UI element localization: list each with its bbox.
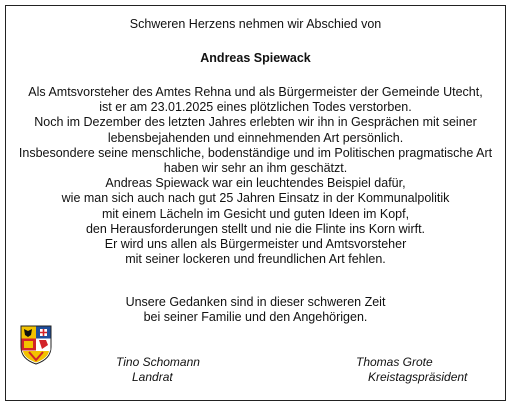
tribute-line: lebensbejahenden und einnehmenden Art persönlich. [107,130,404,145]
coat-of-arms-icon [20,325,52,365]
tribute-line: Insbesondere seine menschliche, bodenständige und im Politischen pragmatische Art [18,145,493,160]
tribute-line: ist er am 23.01.2025 eines plötzlichen Todes verstorben. [99,100,412,115]
tribute-line: Als Amtsvorsteher des Amtes Rehna und als Bürgermeister der Gemeinde Utecht, [28,85,483,99]
intro-line: Schweren Herzens nehmen wir Abschied von [129,17,382,31]
signature-kreistagspraesident [356,355,467,385]
tribute-line: Andreas Spiewack war ein leuchtendes Beispiel dafür, [105,176,406,191]
tribute-line: mit einem Lächeln im Gesicht und guten Ideen im Kopf, [101,206,410,221]
signatory-name: Thomas Grote [356,355,433,369]
tribute-line: den Herausforderungen stellt und nie die Flinte ins Korn wirft. [85,221,426,236]
tribute-line: Er wird uns allen als Bürgermeister und Amtsvorsteher [104,237,407,252]
deceased-name: Andreas Spiewack [200,51,311,65]
closing-line: Unsere Gedanken sind in dieser schweren Zeit [125,295,386,309]
tribute-line: mit seiner lockeren und freundlichen Art fehlen. [125,252,386,267]
tribute-text [6,85,505,267]
signatory-role: Kreistagspräsident [368,370,468,384]
tribute-line: haben wir sehr an ihm geschätzt. [163,161,348,176]
closing-line: bei seiner Familie und den Angehörigen. [143,310,368,325]
obituary-notice [5,5,506,401]
closing-text [6,295,505,325]
signatory-name: Tino Schomann [116,355,200,369]
signature-landrat [116,355,200,385]
signatory-role: Landrat [132,370,173,384]
tribute-line: wie man sich auch nach gut 25 Jahren Einsatz in der Kommunalpolitik [61,191,450,206]
tribute-line: Noch im Dezember des letzten Jahres erlebten wir ihn in Gesprächen mit seiner [34,115,477,130]
